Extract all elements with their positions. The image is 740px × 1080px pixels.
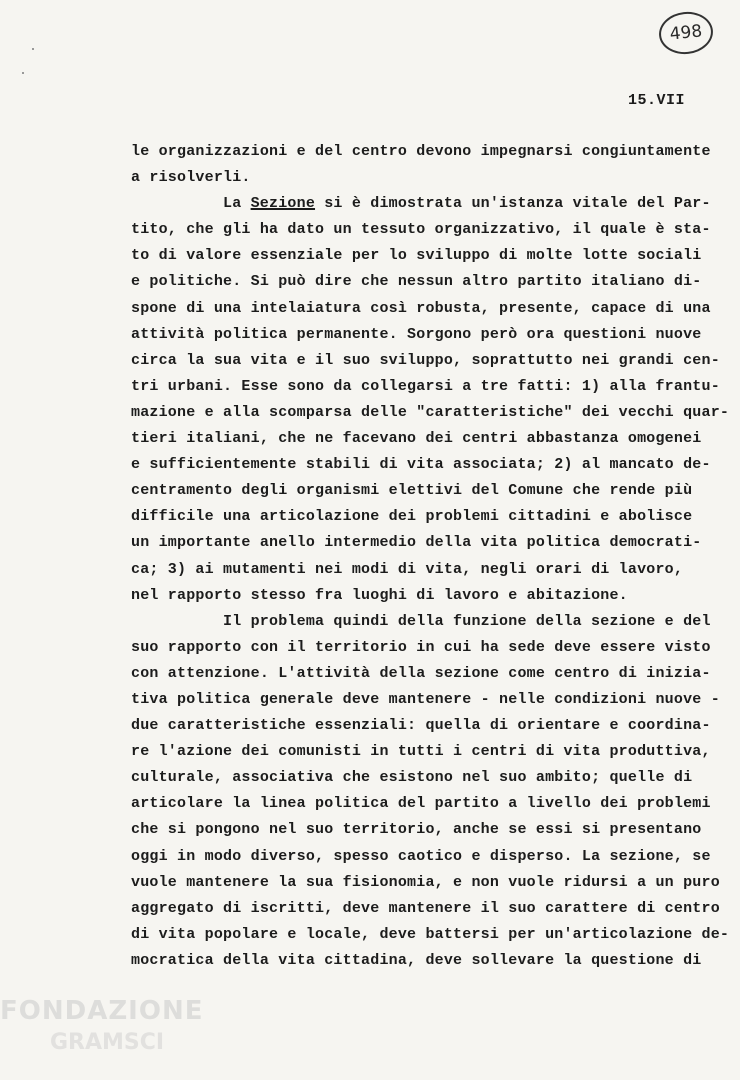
text-line: nel rapporto stesso fra luoghi di lavoro e abitazione.: [131, 586, 628, 604]
text-line: con attenzione. L'attività della sezione come centro di inizia-: [131, 664, 711, 682]
text-line: culturale, associativa che esistono nel suo ambito; quelle di: [131, 769, 693, 787]
text-line: to di valore essenziale per lo sviluppo di molte lotte sociali: [131, 247, 702, 265]
text-line: ca; 3) ai mutamenti nei modi di vita, negli orari di lavoro,: [131, 560, 684, 578]
text-line: mocratica della vita cittadina, deve sollevare la questione di: [131, 951, 702, 969]
page-reference: 15.VII: [628, 92, 686, 109]
text-line: articolare la linea politica del partito a livello dei problemi: [131, 795, 711, 813]
underlined-word: Sezione: [250, 195, 316, 213]
text-line: centramento degli organismi elettivi del Comune che rende più: [131, 482, 693, 500]
text-segment: si è dimostrata un'istanza vitale del Par-: [315, 195, 711, 213]
text-line: spone di una intelaiatura così robusta, presente, capace di una: [131, 299, 711, 317]
text-line: due caratteristiche essenziali: quella di orientare e coordina-: [131, 717, 711, 735]
text-line: difficile una articolazione dei problemi cittadini e abolisce: [131, 508, 693, 526]
text-line: le organizzazioni e del centro devono impegnarsi congiuntamente: [131, 143, 711, 160]
text-line: un importante anello intermedio della vita politica democrati-: [131, 534, 702, 552]
text-segment: La: [223, 195, 251, 213]
watermark-logo: FONDAZIONE: [0, 996, 204, 1026]
text-line: suo rapporto con il territorio in cui ha sede deve essere visto: [131, 638, 711, 656]
text-line: e sufficientemente stabili di vita associata; 2) al mancato de-: [131, 456, 711, 474]
text-line: Il problema quindi della funzione della sezione e del: [223, 612, 711, 630]
text-line: oggi in modo diverso, spesso caotico e disperso. La sezione, se: [131, 847, 711, 865]
scan-speck: [32, 48, 34, 50]
page-number-stamp: [657, 9, 715, 56]
text-line: che si pongono nel suo territorio, anche se essi si presentano: [131, 821, 702, 839]
text-line: tri urbani. Esse sono da collegarsi a tre fatti: 1) alla frantu-: [131, 377, 720, 395]
text-line: e politiche. Si può dire che nessun altro partito italiano di-: [131, 273, 702, 291]
text-line: re l'azione dei comunisti in tutti i centri di vita produttiva,: [131, 743, 711, 761]
stamp-number: 498: [668, 21, 704, 45]
text-line: tiva politica generale deve mantenere - nelle condizioni nuove -: [131, 690, 720, 708]
scan-speck: [22, 72, 24, 74]
text-line: di vita popolare e locale, deve battersi per un'articolazione de-: [131, 925, 730, 943]
watermark-logo-subtitle: GRAMSCI: [50, 1030, 165, 1055]
text-line: [131, 191, 711, 217]
typed-text-body: [131, 139, 730, 974]
text-line: tieri italiani, che ne facevano dei centri abbastanza omogenei: [131, 430, 702, 448]
text-line: vuole mantenere la sua fisionomia, e non vuole ridursi a un puro: [131, 873, 720, 891]
text-line: attività politica permanente. Sorgono però ora questioni nuove: [131, 325, 702, 343]
text-line: tito, che gli ha dato un tessuto organizzativo, il quale è sta-: [131, 221, 711, 239]
text-line: mazione e alla scomparsa delle "caratteristiche" dei vecchi quar-: [131, 403, 730, 421]
text-line: aggregato di iscritti, deve mantenere il suo carattere di centro: [131, 899, 720, 917]
text-line: circa la sua vita e il suo sviluppo, soprattutto nei grandi cen-: [131, 351, 720, 369]
text-line: a risolverli.: [131, 169, 251, 187]
